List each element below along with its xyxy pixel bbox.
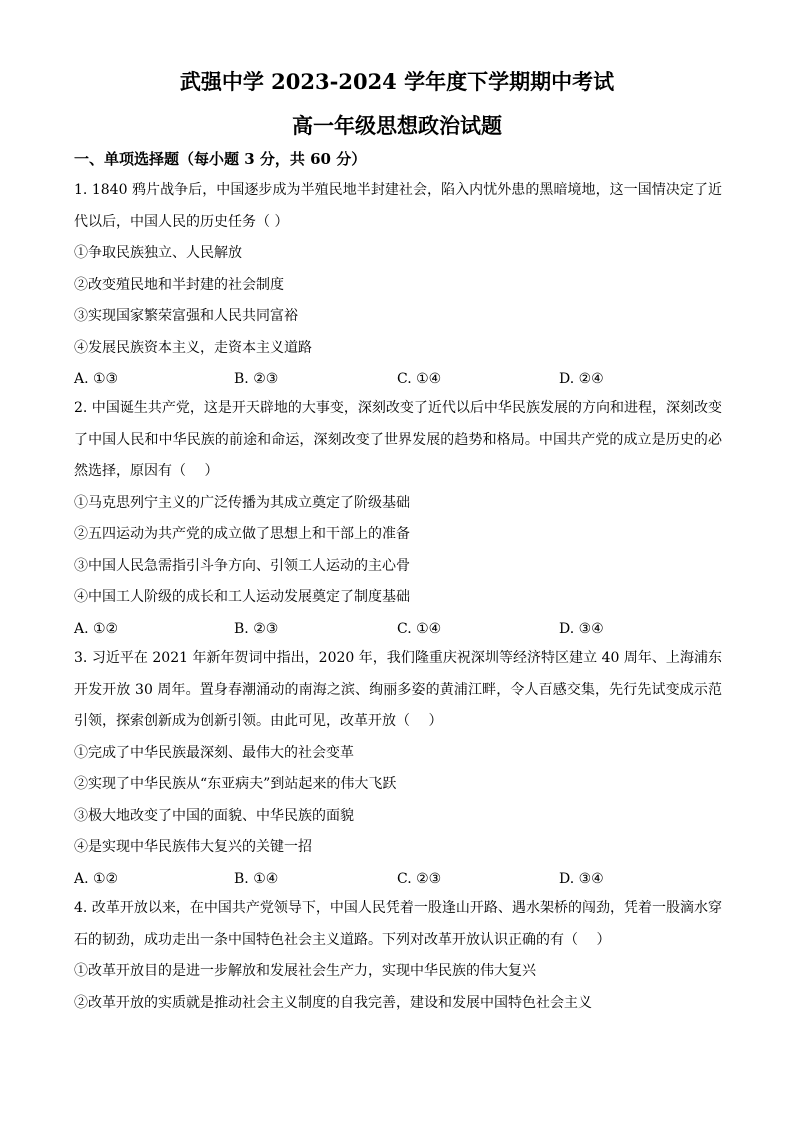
choice-c: C. ②③ [397, 870, 442, 887]
section-heading: 一、单项选择题（每小题 3 分，共 60 分） [74, 150, 367, 168]
choice-d: D. ②④ [559, 371, 604, 387]
choice-a: A. ①③ [74, 371, 119, 387]
question-stem: 2. 中国诞生共产党，这是开天辟地的大事变，深刻改变了近代以后中华民族发展的方向和进程，深刻改变了中国人民和中华民族的前途和命运，深刻改变了世界发展的趋势和格局。中国共产党的成立是历史的必然选择，原因有（ ） [74, 400, 722, 479]
question-option: ①完成了中华民族最深刻、最伟大的社会变革 [74, 744, 354, 761]
question-option: ②五四运动为共产党的成立做了思想上和干部上的准备 [74, 526, 410, 542]
choice-d: D. ③④ [559, 870, 604, 887]
choice-b: B. ①④ [234, 870, 279, 887]
choice-b: B. ②③ [234, 371, 279, 387]
choice-b: B. ②③ [234, 620, 279, 637]
choice-a: A. ①② [74, 620, 119, 637]
exam-title: 武强中学 2023-2024 学年度下学期期中考试 [179, 69, 615, 94]
exam-subtitle: 高一年级思想政治试题 [292, 113, 502, 138]
choice-d: D. ③④ [559, 620, 604, 637]
question-option: ③实现国家繁荣富强和人民共同富裕 [74, 308, 298, 324]
choice-c: C. ①④ [397, 620, 442, 637]
question-option: ③中国人民急需指引斗争方向、引领工人运动的主心骨 [74, 557, 410, 574]
question-2 [74, 393, 722, 645]
question-1 [74, 175, 722, 396]
choice-a: A. ①② [74, 870, 119, 887]
answer-choices [74, 864, 722, 896]
question-option: ④是实现中华民族伟大复兴的关键一招 [74, 839, 312, 855]
question-option: ③极大地改变了中国的面貌、中华民族的面貌 [74, 807, 354, 824]
question-option: ①争取民族独立、人民解放 [74, 245, 242, 261]
question-3 [74, 643, 722, 895]
choice-c: C. ①④ [397, 371, 442, 387]
question-option: ②实现了中华民族从“东亚病夫”到站起来的伟大飞跃 [74, 776, 397, 792]
question-option: ④发展民族资本主义，走资本主义道路 [74, 339, 312, 356]
question-stem: 1. 1840 鸦片战争后，中国逐步成为半殖民地半封建社会，陷入内忧外患的黑暗境地，这一国情决定了近代以后，中国人民的历史任务（ ） [74, 182, 722, 230]
answer-choices [74, 364, 722, 396]
question-option: ①马克思列宁主义的广泛传播为其成立奠定了阶级基础 [74, 494, 410, 511]
question-option: ②改革开放的实质就是推动社会主义制度的自我完善，建设和发展中国特色社会主义 [74, 994, 592, 1011]
question-stem: 3. 习近平在 2021 年新年贺词中指出，2020 年，我们隆重庆祝深圳等经济特区建立 40 周年、上海浦东开发开放 30 周年。置身春潮涌动的南海之滨、绚丽多姿的黄浦江畔，令人百感交集，先行先试变成示范引领，探索创新成为创新引领。由此可见，改革开放（ ） [74, 650, 722, 729]
question-option: ①改革开放目的是进一步解放和发展社会生产力，实现中华民族的伟大复兴 [74, 963, 536, 979]
answer-choices [74, 614, 722, 646]
question-4 [74, 893, 722, 1019]
question-option: ④中国工人阶级的成长和工人运动发展奠定了制度基础 [74, 589, 410, 605]
question-stem: 4. 改革开放以来，在中国共产党领导下，中国人民凭着一股逢山开路、遇水架桥的闯劲，凭着一股滴水穿石的韧劲，成功走出一条中国特色社会主义道路。下列对改革开放认识正确的有（ ） [74, 900, 722, 948]
question-option: ②改变殖民地和半封建的社会制度 [74, 276, 284, 293]
